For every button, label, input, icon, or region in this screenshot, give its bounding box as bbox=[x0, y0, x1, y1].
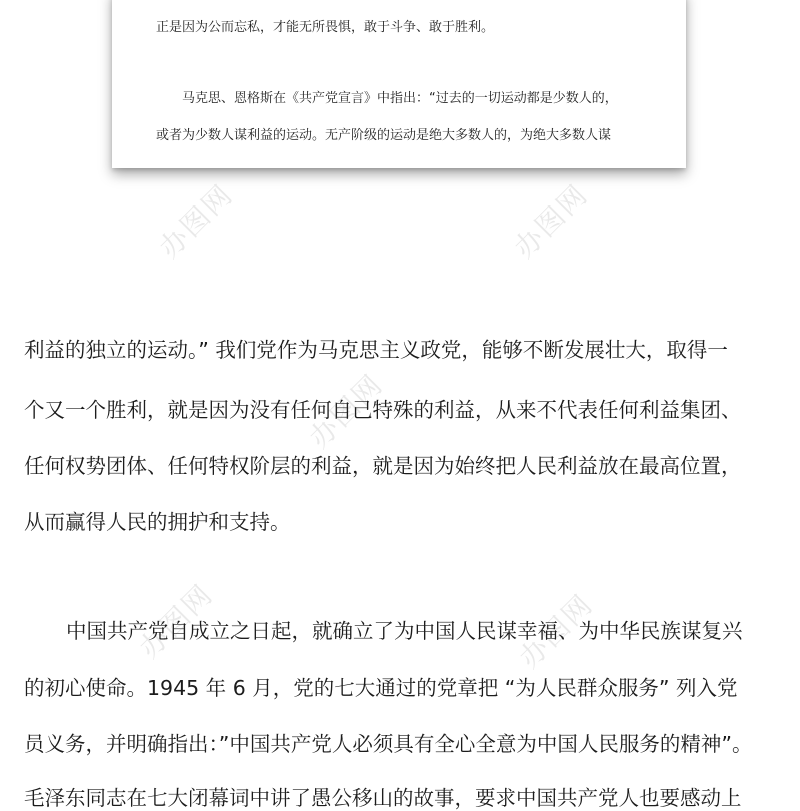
card-line-3: 或者为少数人谋利益的运动。无产阶级的运动是绝大多数人的，为绝大多数人谋 bbox=[156, 128, 612, 143]
paragraph-line: 中国共产党自成立之日起，就确立了为中国人民谋幸福、为中华民族谋复兴 bbox=[66, 619, 743, 643]
paragraph-line: 从而赢得人民的拥护和支持。 bbox=[24, 510, 291, 534]
watermark: 办图网 bbox=[512, 587, 600, 675]
watermark: 办图网 bbox=[507, 177, 595, 265]
card-line-1: 正是因为公而忘私，才能无所畏惧，敢于斗争、敢于胜利。 bbox=[156, 20, 495, 35]
paragraph-line: 任何权势团体、任何特权阶层的利益，就是因为始终把人民利益放在最高位置， bbox=[24, 454, 742, 478]
watermark: 办图网 bbox=[132, 577, 220, 665]
watermark: 办图网 bbox=[302, 367, 390, 455]
paragraph-line: 个又一个胜利，就是因为没有任何自己特殊的利益，从来不代表任何利益集团、 bbox=[24, 398, 742, 422]
quote-card bbox=[112, 0, 686, 168]
paragraph-line: 利益的独立的运动。” 我们党作为马克思主义政党，能够不断发展壮大，取得一 bbox=[24, 338, 728, 362]
card-line-2: 马克思、恩格斯在《共产党宣言》中指出：“过去的一切运动都是少数人的， bbox=[182, 91, 618, 106]
watermark: 办图网 bbox=[152, 177, 240, 265]
paragraph-line: 的初心使命。1945 年 6 月，党的七大通过的党章把 “为人民群众服务” 列入党 bbox=[24, 676, 738, 700]
paragraph-line: 员义务，并明确指出：”中国共产党人必须具有全心全意为中国人民服务的精神”。 bbox=[24, 732, 753, 756]
paragraph-line: 毛泽东同志在七大闭幕词中讲了愚公移山的故事，要求中国共产党人也要感动上 bbox=[24, 786, 742, 810]
